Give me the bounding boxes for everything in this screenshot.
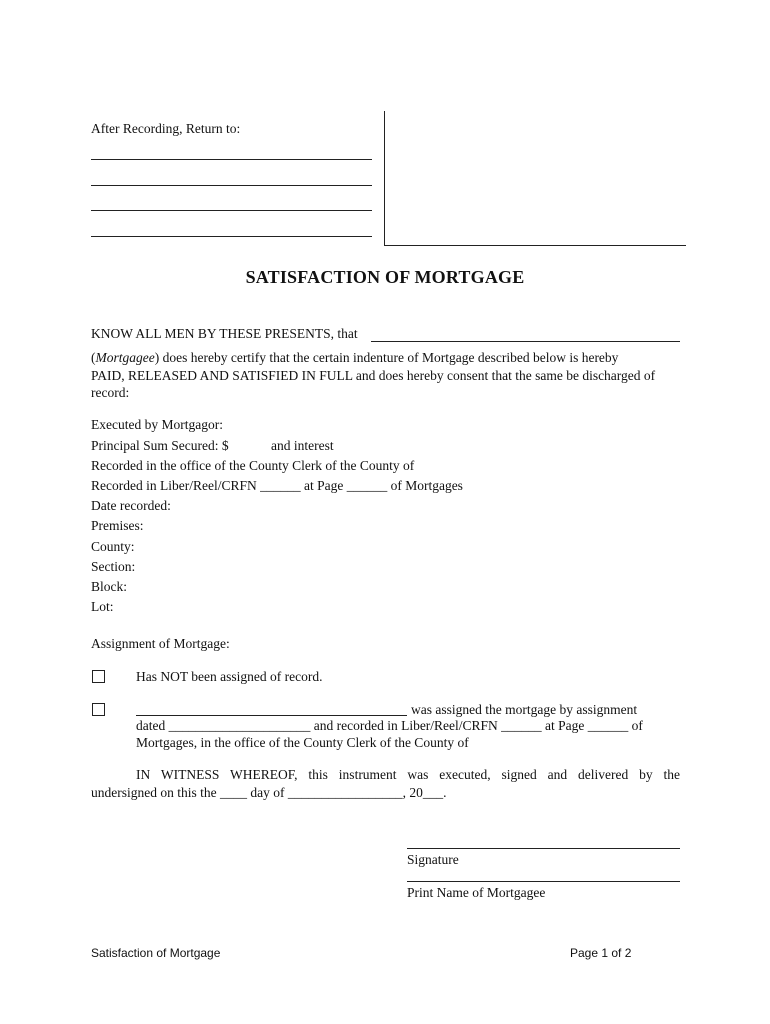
return-address-line-1[interactable]	[91, 159, 372, 160]
intro-line-2: PAID, RELEASED AND SATISFIED IN FULL and does hereby consent that the same be discharged of	[91, 368, 656, 383]
was-assigned-checkbox[interactable]	[92, 703, 105, 716]
was-assigned-text: was assigned the mortgage by assignment	[411, 702, 638, 717]
signature-line[interactable]	[407, 848, 680, 849]
assignment-dated-line: dated _____________________ and recorded in Liber/Reel/CRFN ______ at Page ______ of	[136, 718, 643, 733]
and-interest-label: and interest	[271, 438, 334, 453]
executed-by-label: Executed by Mortgagor:	[91, 417, 223, 432]
intro-line-3: record:	[91, 385, 130, 400]
county-label: County:	[91, 539, 135, 554]
mortgagee-word: Mortgagee	[95, 350, 155, 365]
witness-line-1: IN WITNESS WHEREOF, this instrument was executed, signed and delivered by the	[136, 767, 680, 782]
assignment-heading: Assignment of Mortgage:	[91, 636, 230, 651]
intro-line-1-rest: ) does hereby certify that the certain indenture of Mortgage described below is hereby	[154, 350, 619, 365]
return-address-line-2[interactable]	[91, 185, 372, 186]
print-name-line[interactable]	[407, 881, 680, 882]
assignment-county-line: Mortgages, in the office of the County Clerk of the County of	[136, 735, 469, 750]
assignee-name-line[interactable]	[136, 715, 407, 716]
recording-box-vertical-border	[384, 111, 385, 246]
section-label: Section:	[91, 559, 136, 574]
recording-box-bottom-border	[384, 245, 686, 246]
mortgagee-name-line[interactable]	[371, 341, 680, 342]
intro-line-1: (Mortgagee) does hereby certify that the certain indenture of Mortgage described below is hereby	[91, 350, 619, 365]
know-all-men-text: KNOW ALL MEN BY THESE PRESENTS, that	[91, 326, 358, 341]
return-to-label: After Recording, Return to:	[91, 121, 241, 136]
return-address-line-3[interactable]	[91, 210, 372, 211]
lot-label: Lot:	[91, 599, 114, 614]
not-assigned-label: Has NOT been assigned of record.	[136, 669, 323, 684]
block-label: Block:	[91, 579, 127, 594]
footer-page-number: Page 1 of 2	[570, 946, 632, 960]
date-recorded-label: Date recorded:	[91, 498, 171, 513]
recorded-office-label: Recorded in the office of the County Clerk of the County of	[91, 458, 415, 473]
witness-line-2: undersigned on this the ____ day of _________________, 20___.	[91, 785, 447, 800]
footer-document-name: Satisfaction of Mortgage	[91, 946, 221, 960]
print-name-label: Print Name of Mortgagee	[407, 885, 546, 900]
not-assigned-checkbox[interactable]	[92, 670, 105, 683]
premises-label: Premises:	[91, 518, 144, 533]
document-title: SATISFACTION OF MORTGAGE	[245, 267, 525, 287]
recorded-liber-label: Recorded in Liber/Reel/CRFN ______ at Page ______ of Mortgages	[91, 478, 463, 493]
principal-sum-label: Principal Sum Secured: $	[91, 438, 229, 453]
signature-label: Signature	[407, 852, 459, 867]
return-address-line-4[interactable]	[91, 236, 372, 237]
